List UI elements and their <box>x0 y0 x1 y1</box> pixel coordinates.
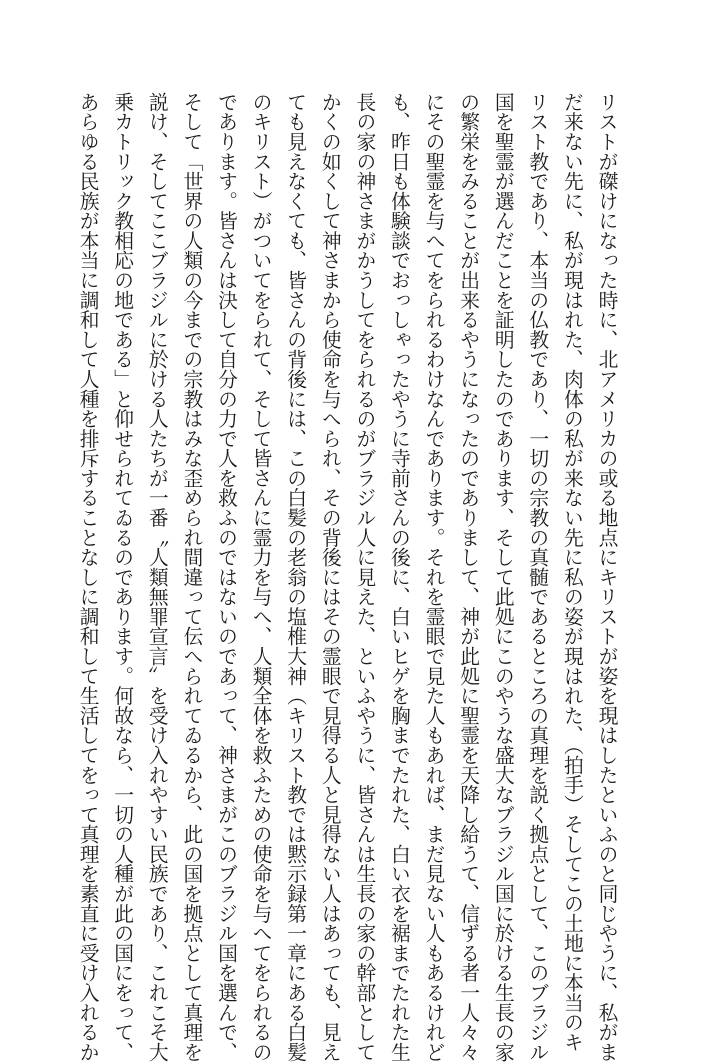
text-column: の繁栄をみることが出来るやうになったのでありまして、神が此処に聖霊を天降し給うて、信ずる者一人々々 <box>456 92 480 1062</box>
text-column: も、昨日も体験談でおっしゃったやうに寺前さんの後に、白いヒゲを胸までたれた、白い衣を裾までたれた生 <box>387 92 411 1062</box>
text-column: 乗カトリック教相応の地である」と仰せられてゐるのであります。何故なら、一切の人種が此の国にをって、 <box>110 92 134 1062</box>
text-column: ても見えなくても、皆さんの背後には、この白髪の老翁の塩椎大神（キリスト教では黙示録第一章にある白髪 <box>283 92 307 1062</box>
text-column: だ来ない先に、私が現はれた、肉体の私が来ない先に私の姿が現はれた、（拍手）そしてこの土地に本当のキ <box>560 92 584 1052</box>
text-column: あらゆる民族が本当に調和して人種を排斥することなしに調和して生活してをって真理を素直に受け入れるか <box>76 92 100 1062</box>
text-column: リスト教であり、本当の仏教であり、一切の宗教の真髄であるところの真理を説く拠点として、このブラジル <box>525 92 549 1062</box>
text-column: かくの如くして神さまから使命を与へられ、その背後にはその霊眼で見得る人と見得ない人はあっても、見え <box>318 92 342 1062</box>
text-column: リストが磔けになった時に、北アメリカの或る地点にキリストが姿を現はしたといふのと同じやうに、私がま <box>595 92 618 1062</box>
text-column: 国を聖霊が選んだことを証明したのであります、そして此処にこのやうな盛大なブラジル国に於ける生長の家 <box>491 92 515 1062</box>
body-text <box>70 92 624 1062</box>
text-column: のキリスト）がついてをられて、そして皆さんに霊力を与へ、人類全体を救ふための使命を与へてをられるの <box>249 92 273 1062</box>
text-column: そして「世界の人類の今までの宗教はみな歪められ間違って伝へられてゐるから、此の国を拠点として真理を <box>179 92 203 1062</box>
text-column: にその聖霊を与へてをられるわけなんであります。それを霊眼で見た人もあれば、まだ見ない人もあるけれど <box>422 92 446 1062</box>
text-column: であります。皆さんは決して自分の力で人を救ふのではないのであって、神さまがこのブラジル国を選んで、 <box>214 92 238 1062</box>
text-column: 説け、そしてここブラジルに於ける人たちが一番〝人類無罪宣言〟を受け入れやすい民族であり、これこそ大 <box>145 92 169 1062</box>
text-column: 長の家の神さまがかうしてをられるのがブラジル人に見えた、といふやうに、皆さんは生長の家の幹部として <box>352 92 376 1062</box>
